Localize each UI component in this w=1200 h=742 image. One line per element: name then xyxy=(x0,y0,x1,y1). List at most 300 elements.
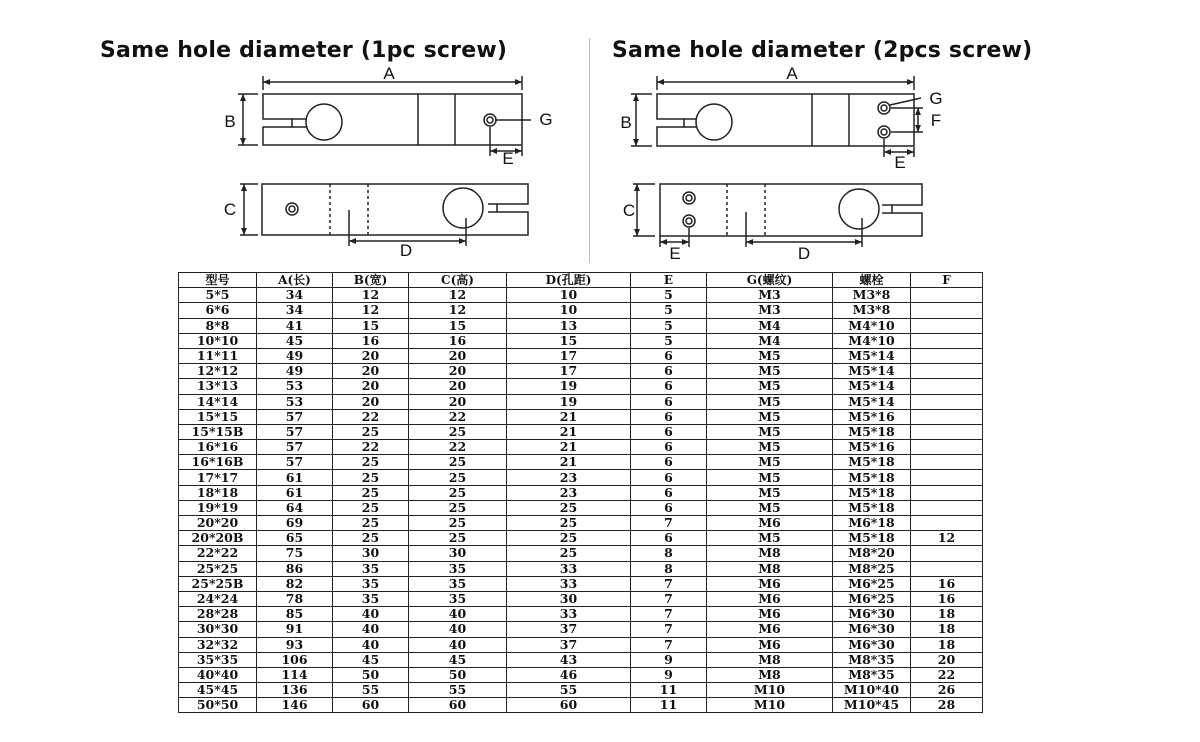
side-view-body xyxy=(660,184,922,236)
cell-d: 25 xyxy=(507,500,631,515)
cell-bolt: M10*45 xyxy=(833,698,911,713)
cell-bolt: M5*18 xyxy=(833,424,911,439)
cell-model: 35*35 xyxy=(179,652,257,667)
cell-bolt: M6*25 xyxy=(833,576,911,591)
cell-d: 10 xyxy=(507,303,631,318)
cell-g: M3 xyxy=(707,303,833,318)
cell-g: M5 xyxy=(707,455,833,470)
label-f: F xyxy=(930,111,942,130)
screw-hole-g2 xyxy=(878,126,890,138)
cell-e: 7 xyxy=(631,607,707,622)
cell-f: 22 xyxy=(911,667,983,682)
cell-e: 5 xyxy=(631,303,707,318)
cell-e: 11 xyxy=(631,683,707,698)
label-b: B xyxy=(620,113,632,132)
cell-f xyxy=(911,500,983,515)
cell-model: 10*10 xyxy=(179,333,257,348)
cell-e: 7 xyxy=(631,637,707,652)
cell-d: 21 xyxy=(507,455,631,470)
table-row xyxy=(179,698,983,713)
table-header-row xyxy=(179,273,983,288)
cell-g: M6 xyxy=(707,591,833,606)
cell-b: 35 xyxy=(333,576,409,591)
cell-f xyxy=(911,455,983,470)
table-row xyxy=(179,531,983,546)
cell-d: 21 xyxy=(507,424,631,439)
cell-a: 57 xyxy=(257,455,333,470)
cell-b: 40 xyxy=(333,637,409,652)
cell-c: 20 xyxy=(409,394,507,409)
table-row xyxy=(179,288,983,303)
cell-a: 49 xyxy=(257,364,333,379)
cell-d: 46 xyxy=(507,667,631,682)
cell-c: 50 xyxy=(409,667,507,682)
cell-bolt: M6*25 xyxy=(833,591,911,606)
cell-model: 13*13 xyxy=(179,379,257,394)
cell-bolt: M6*30 xyxy=(833,622,911,637)
cell-d: 37 xyxy=(507,637,631,652)
cell-c: 25 xyxy=(409,424,507,439)
cell-c: 20 xyxy=(409,364,507,379)
cell-d: 19 xyxy=(507,394,631,409)
diagram-2pcs-screw xyxy=(600,60,1185,265)
cell-f xyxy=(911,318,983,333)
cell-f: 20 xyxy=(911,652,983,667)
cell-a: 91 xyxy=(257,622,333,637)
cell-e: 8 xyxy=(631,561,707,576)
cell-model: 40*40 xyxy=(179,667,257,682)
cell-model: 15*15 xyxy=(179,409,257,424)
cell-g: M8 xyxy=(707,667,833,682)
cell-g: M8 xyxy=(707,652,833,667)
cell-c: 22 xyxy=(409,409,507,424)
cell-d: 13 xyxy=(507,318,631,333)
table-row xyxy=(179,333,983,348)
header-e: E xyxy=(631,273,707,288)
cell-b: 20 xyxy=(333,348,409,363)
cell-e: 9 xyxy=(631,667,707,682)
cell-c: 12 xyxy=(409,288,507,303)
cell-b: 12 xyxy=(333,303,409,318)
cell-a: 75 xyxy=(257,546,333,561)
cell-b: 25 xyxy=(333,516,409,531)
cell-model: 12*12 xyxy=(179,364,257,379)
cell-g: M6 xyxy=(707,622,833,637)
cell-d: 23 xyxy=(507,470,631,485)
header-d-hole-distance: D(孔距) xyxy=(507,273,631,288)
cell-e: 5 xyxy=(631,318,707,333)
header-g-thread: G(螺纹) xyxy=(707,273,833,288)
cell-c: 45 xyxy=(409,652,507,667)
cell-e: 6 xyxy=(631,470,707,485)
cell-bolt: M8*25 xyxy=(833,561,911,576)
screw-hole-side xyxy=(286,203,298,215)
table-row xyxy=(179,303,983,318)
cell-model: 6*6 xyxy=(179,303,257,318)
cell-bolt: M5*14 xyxy=(833,348,911,363)
cell-model: 28*28 xyxy=(179,607,257,622)
cell-e: 6 xyxy=(631,531,707,546)
cell-d: 17 xyxy=(507,348,631,363)
cell-model: 14*14 xyxy=(179,394,257,409)
table-row xyxy=(179,409,983,424)
label-d: D xyxy=(797,244,811,263)
cell-g: M5 xyxy=(707,394,833,409)
cell-b: 20 xyxy=(333,379,409,394)
cell-a: 61 xyxy=(257,470,333,485)
cell-bolt: M3*8 xyxy=(833,303,911,318)
cell-g: M6 xyxy=(707,516,833,531)
cell-c: 40 xyxy=(409,637,507,652)
side-view-body xyxy=(262,184,528,235)
cell-model: 25*25 xyxy=(179,561,257,576)
label-b: B xyxy=(224,112,236,131)
cell-bolt: M5*16 xyxy=(833,409,911,424)
cell-d: 30 xyxy=(507,591,631,606)
cell-a: 53 xyxy=(257,394,333,409)
table-row xyxy=(179,652,983,667)
table-row xyxy=(179,591,983,606)
header-bolt: 螺栓 xyxy=(833,273,911,288)
cell-bolt: M5*18 xyxy=(833,500,911,515)
table-row xyxy=(179,667,983,682)
cell-bolt: M5*18 xyxy=(833,531,911,546)
header-model: 型号 xyxy=(179,273,257,288)
cell-d: 19 xyxy=(507,379,631,394)
cell-b: 25 xyxy=(333,455,409,470)
cell-b: 35 xyxy=(333,561,409,576)
cell-e: 7 xyxy=(631,576,707,591)
cell-c: 60 xyxy=(409,698,507,713)
cell-c: 25 xyxy=(409,455,507,470)
cell-bolt: M5*18 xyxy=(833,485,911,500)
cell-e: 6 xyxy=(631,348,707,363)
table-row xyxy=(179,424,983,439)
cell-c: 40 xyxy=(409,607,507,622)
cell-model: 32*32 xyxy=(179,637,257,652)
table-row xyxy=(179,622,983,637)
cell-a: 49 xyxy=(257,348,333,363)
cell-e: 6 xyxy=(631,379,707,394)
cell-b: 55 xyxy=(333,683,409,698)
cell-b: 25 xyxy=(333,424,409,439)
label-g: G xyxy=(539,110,553,129)
center-divider xyxy=(589,38,590,263)
cell-a: 69 xyxy=(257,516,333,531)
cell-f xyxy=(911,379,983,394)
cell-e: 5 xyxy=(631,288,707,303)
cell-g: M5 xyxy=(707,409,833,424)
cell-b: 25 xyxy=(333,485,409,500)
cell-f xyxy=(911,424,983,439)
cell-g: M8 xyxy=(707,546,833,561)
table-row xyxy=(179,561,983,576)
cell-a: 53 xyxy=(257,379,333,394)
cell-f: 12 xyxy=(911,531,983,546)
cell-a: 34 xyxy=(257,303,333,318)
screw-hole-side-1 xyxy=(683,192,695,204)
table-row xyxy=(179,379,983,394)
cell-f: 16 xyxy=(911,576,983,591)
cell-d: 25 xyxy=(507,531,631,546)
cell-model: 45*45 xyxy=(179,683,257,698)
cell-a: 57 xyxy=(257,440,333,455)
cell-a: 146 xyxy=(257,698,333,713)
cell-g: M10 xyxy=(707,683,833,698)
cell-model: 24*24 xyxy=(179,591,257,606)
cell-g: M3 xyxy=(707,288,833,303)
cell-b: 50 xyxy=(333,667,409,682)
label-a: A xyxy=(786,64,798,83)
cell-g: M5 xyxy=(707,379,833,394)
cell-bolt: M8*35 xyxy=(833,652,911,667)
cell-model: 17*17 xyxy=(179,470,257,485)
cell-model: 25*25B xyxy=(179,576,257,591)
header-f: F xyxy=(911,273,983,288)
screw-hole-side-2 xyxy=(683,215,695,227)
table-row xyxy=(179,318,983,333)
cell-g: M5 xyxy=(707,470,833,485)
cell-model: 15*15B xyxy=(179,424,257,439)
cell-d: 33 xyxy=(507,607,631,622)
cell-g: M5 xyxy=(707,485,833,500)
cell-c: 20 xyxy=(409,379,507,394)
cell-f xyxy=(911,348,983,363)
cell-f xyxy=(911,440,983,455)
cell-c: 25 xyxy=(409,531,507,546)
cell-g: M6 xyxy=(707,607,833,622)
header-b-width: B(宽) xyxy=(333,273,409,288)
cell-f xyxy=(911,288,983,303)
cell-model: 30*30 xyxy=(179,622,257,637)
label-g: G xyxy=(929,89,943,108)
label-d: D xyxy=(399,241,413,260)
cell-d: 10 xyxy=(507,288,631,303)
cell-c: 22 xyxy=(409,440,507,455)
table-row xyxy=(179,470,983,485)
cell-f xyxy=(911,546,983,561)
cell-g: M5 xyxy=(707,440,833,455)
cell-model: 16*16 xyxy=(179,440,257,455)
cell-bolt: M5*18 xyxy=(833,470,911,485)
table-row xyxy=(179,440,983,455)
cell-b: 12 xyxy=(333,288,409,303)
cell-model: 22*22 xyxy=(179,546,257,561)
cell-c: 12 xyxy=(409,303,507,318)
cell-c: 55 xyxy=(409,683,507,698)
cell-bolt: M6*30 xyxy=(833,607,911,622)
cell-g: M5 xyxy=(707,531,833,546)
label-e: E xyxy=(502,149,514,168)
label-c: C xyxy=(622,201,636,220)
table-row xyxy=(179,683,983,698)
cell-e: 6 xyxy=(631,424,707,439)
cell-a: 64 xyxy=(257,500,333,515)
cell-d: 21 xyxy=(507,409,631,424)
cell-g: M5 xyxy=(707,348,833,363)
cell-e: 11 xyxy=(631,698,707,713)
title-left: Same hole diameter (1pc screw) xyxy=(100,38,508,63)
table-row xyxy=(179,637,983,652)
cell-model: 20*20B xyxy=(179,531,257,546)
cell-f xyxy=(911,333,983,348)
cell-model: 18*18 xyxy=(179,485,257,500)
cell-e: 6 xyxy=(631,440,707,455)
cell-b: 22 xyxy=(333,409,409,424)
cell-a: 41 xyxy=(257,318,333,333)
label-e-bottom: E xyxy=(669,244,681,263)
cell-model: 11*11 xyxy=(179,348,257,363)
cell-model: 50*50 xyxy=(179,698,257,713)
cell-bolt: M6*30 xyxy=(833,637,911,652)
table-row xyxy=(179,500,983,515)
cell-e: 6 xyxy=(631,394,707,409)
header-c-height: C(高) xyxy=(409,273,507,288)
cell-a: 106 xyxy=(257,652,333,667)
cell-c: 30 xyxy=(409,546,507,561)
cell-g: M5 xyxy=(707,500,833,515)
cell-f: 18 xyxy=(911,637,983,652)
table-row xyxy=(179,348,983,363)
table-row xyxy=(179,576,983,591)
cell-bolt: M6*18 xyxy=(833,516,911,531)
cell-d: 21 xyxy=(507,440,631,455)
cell-a: 57 xyxy=(257,409,333,424)
cell-b: 35 xyxy=(333,591,409,606)
cell-e: 7 xyxy=(631,622,707,637)
cell-bolt: M5*14 xyxy=(833,364,911,379)
label-e: E xyxy=(894,153,906,172)
cell-e: 7 xyxy=(631,516,707,531)
cell-b: 25 xyxy=(333,470,409,485)
cell-d: 25 xyxy=(507,516,631,531)
cell-e: 5 xyxy=(631,333,707,348)
table-row xyxy=(179,394,983,409)
screw-hole-g1 xyxy=(878,102,890,114)
cell-e: 8 xyxy=(631,546,707,561)
cell-b: 22 xyxy=(333,440,409,455)
cell-bolt: M4*10 xyxy=(833,318,911,333)
cell-b: 15 xyxy=(333,318,409,333)
cell-f: 18 xyxy=(911,622,983,637)
cell-b: 40 xyxy=(333,607,409,622)
table-body xyxy=(179,288,983,713)
cell-f xyxy=(911,409,983,424)
cell-a: 34 xyxy=(257,288,333,303)
cell-d: 23 xyxy=(507,485,631,500)
cell-model: 16*16B xyxy=(179,455,257,470)
cell-bolt: M8*35 xyxy=(833,667,911,682)
cell-c: 40 xyxy=(409,622,507,637)
cell-g: M4 xyxy=(707,318,833,333)
cell-f: 18 xyxy=(911,607,983,622)
table-row xyxy=(179,546,983,561)
cell-b: 25 xyxy=(333,531,409,546)
clamp-hole xyxy=(306,104,342,140)
cell-bolt: M8*20 xyxy=(833,546,911,561)
cell-g: M10 xyxy=(707,698,833,713)
table-row xyxy=(179,516,983,531)
cell-c: 35 xyxy=(409,576,507,591)
cell-e: 6 xyxy=(631,364,707,379)
cell-f: 16 xyxy=(911,591,983,606)
cell-e: 6 xyxy=(631,485,707,500)
cell-d: 25 xyxy=(507,546,631,561)
cell-bolt: M10*40 xyxy=(833,683,911,698)
cell-c: 15 xyxy=(409,318,507,333)
cell-f xyxy=(911,470,983,485)
cell-d: 60 xyxy=(507,698,631,713)
cell-bolt: M5*16 xyxy=(833,440,911,455)
title-right: Same hole diameter (2pcs screw) xyxy=(612,38,1033,63)
screw-hole-g xyxy=(484,114,496,126)
cell-c: 35 xyxy=(409,591,507,606)
cell-b: 20 xyxy=(333,364,409,379)
cell-b: 60 xyxy=(333,698,409,713)
cell-model: 20*20 xyxy=(179,516,257,531)
cell-bolt: M4*10 xyxy=(833,333,911,348)
clamp-hole-side xyxy=(839,189,879,229)
cell-f xyxy=(911,516,983,531)
cell-d: 33 xyxy=(507,576,631,591)
cell-g: M6 xyxy=(707,576,833,591)
cell-e: 7 xyxy=(631,591,707,606)
table-row xyxy=(179,485,983,500)
cell-c: 16 xyxy=(409,333,507,348)
cell-a: 136 xyxy=(257,683,333,698)
cell-b: 25 xyxy=(333,500,409,515)
table-row xyxy=(179,455,983,470)
cell-c: 35 xyxy=(409,561,507,576)
cell-d: 17 xyxy=(507,364,631,379)
cell-g: M5 xyxy=(707,364,833,379)
cell-d: 43 xyxy=(507,652,631,667)
cell-a: 78 xyxy=(257,591,333,606)
cell-b: 16 xyxy=(333,333,409,348)
cell-g: M6 xyxy=(707,637,833,652)
cell-b: 40 xyxy=(333,622,409,637)
cell-f xyxy=(911,485,983,500)
cell-a: 85 xyxy=(257,607,333,622)
cell-b: 45 xyxy=(333,652,409,667)
cell-f: 26 xyxy=(911,683,983,698)
table-row xyxy=(179,607,983,622)
header-a-length: A(长) xyxy=(257,273,333,288)
cell-g: M8 xyxy=(707,561,833,576)
cell-c: 25 xyxy=(409,485,507,500)
cell-bolt: M5*18 xyxy=(833,455,911,470)
clamp-hole-side xyxy=(443,188,483,228)
label-c: C xyxy=(223,200,237,219)
cell-f xyxy=(911,561,983,576)
cell-d: 37 xyxy=(507,622,631,637)
spec-table xyxy=(178,272,983,713)
table-row xyxy=(179,364,983,379)
cell-bolt: M5*14 xyxy=(833,394,911,409)
cell-a: 86 xyxy=(257,561,333,576)
cell-model: 8*8 xyxy=(179,318,257,333)
cell-d: 55 xyxy=(507,683,631,698)
cell-b: 20 xyxy=(333,394,409,409)
cell-e: 6 xyxy=(631,409,707,424)
cell-e: 6 xyxy=(631,500,707,515)
cell-f xyxy=(911,303,983,318)
cell-g: M4 xyxy=(707,333,833,348)
diagram-1pc-screw xyxy=(0,60,585,265)
cell-c: 25 xyxy=(409,470,507,485)
cell-bolt: M3*8 xyxy=(833,288,911,303)
cell-f xyxy=(911,394,983,409)
